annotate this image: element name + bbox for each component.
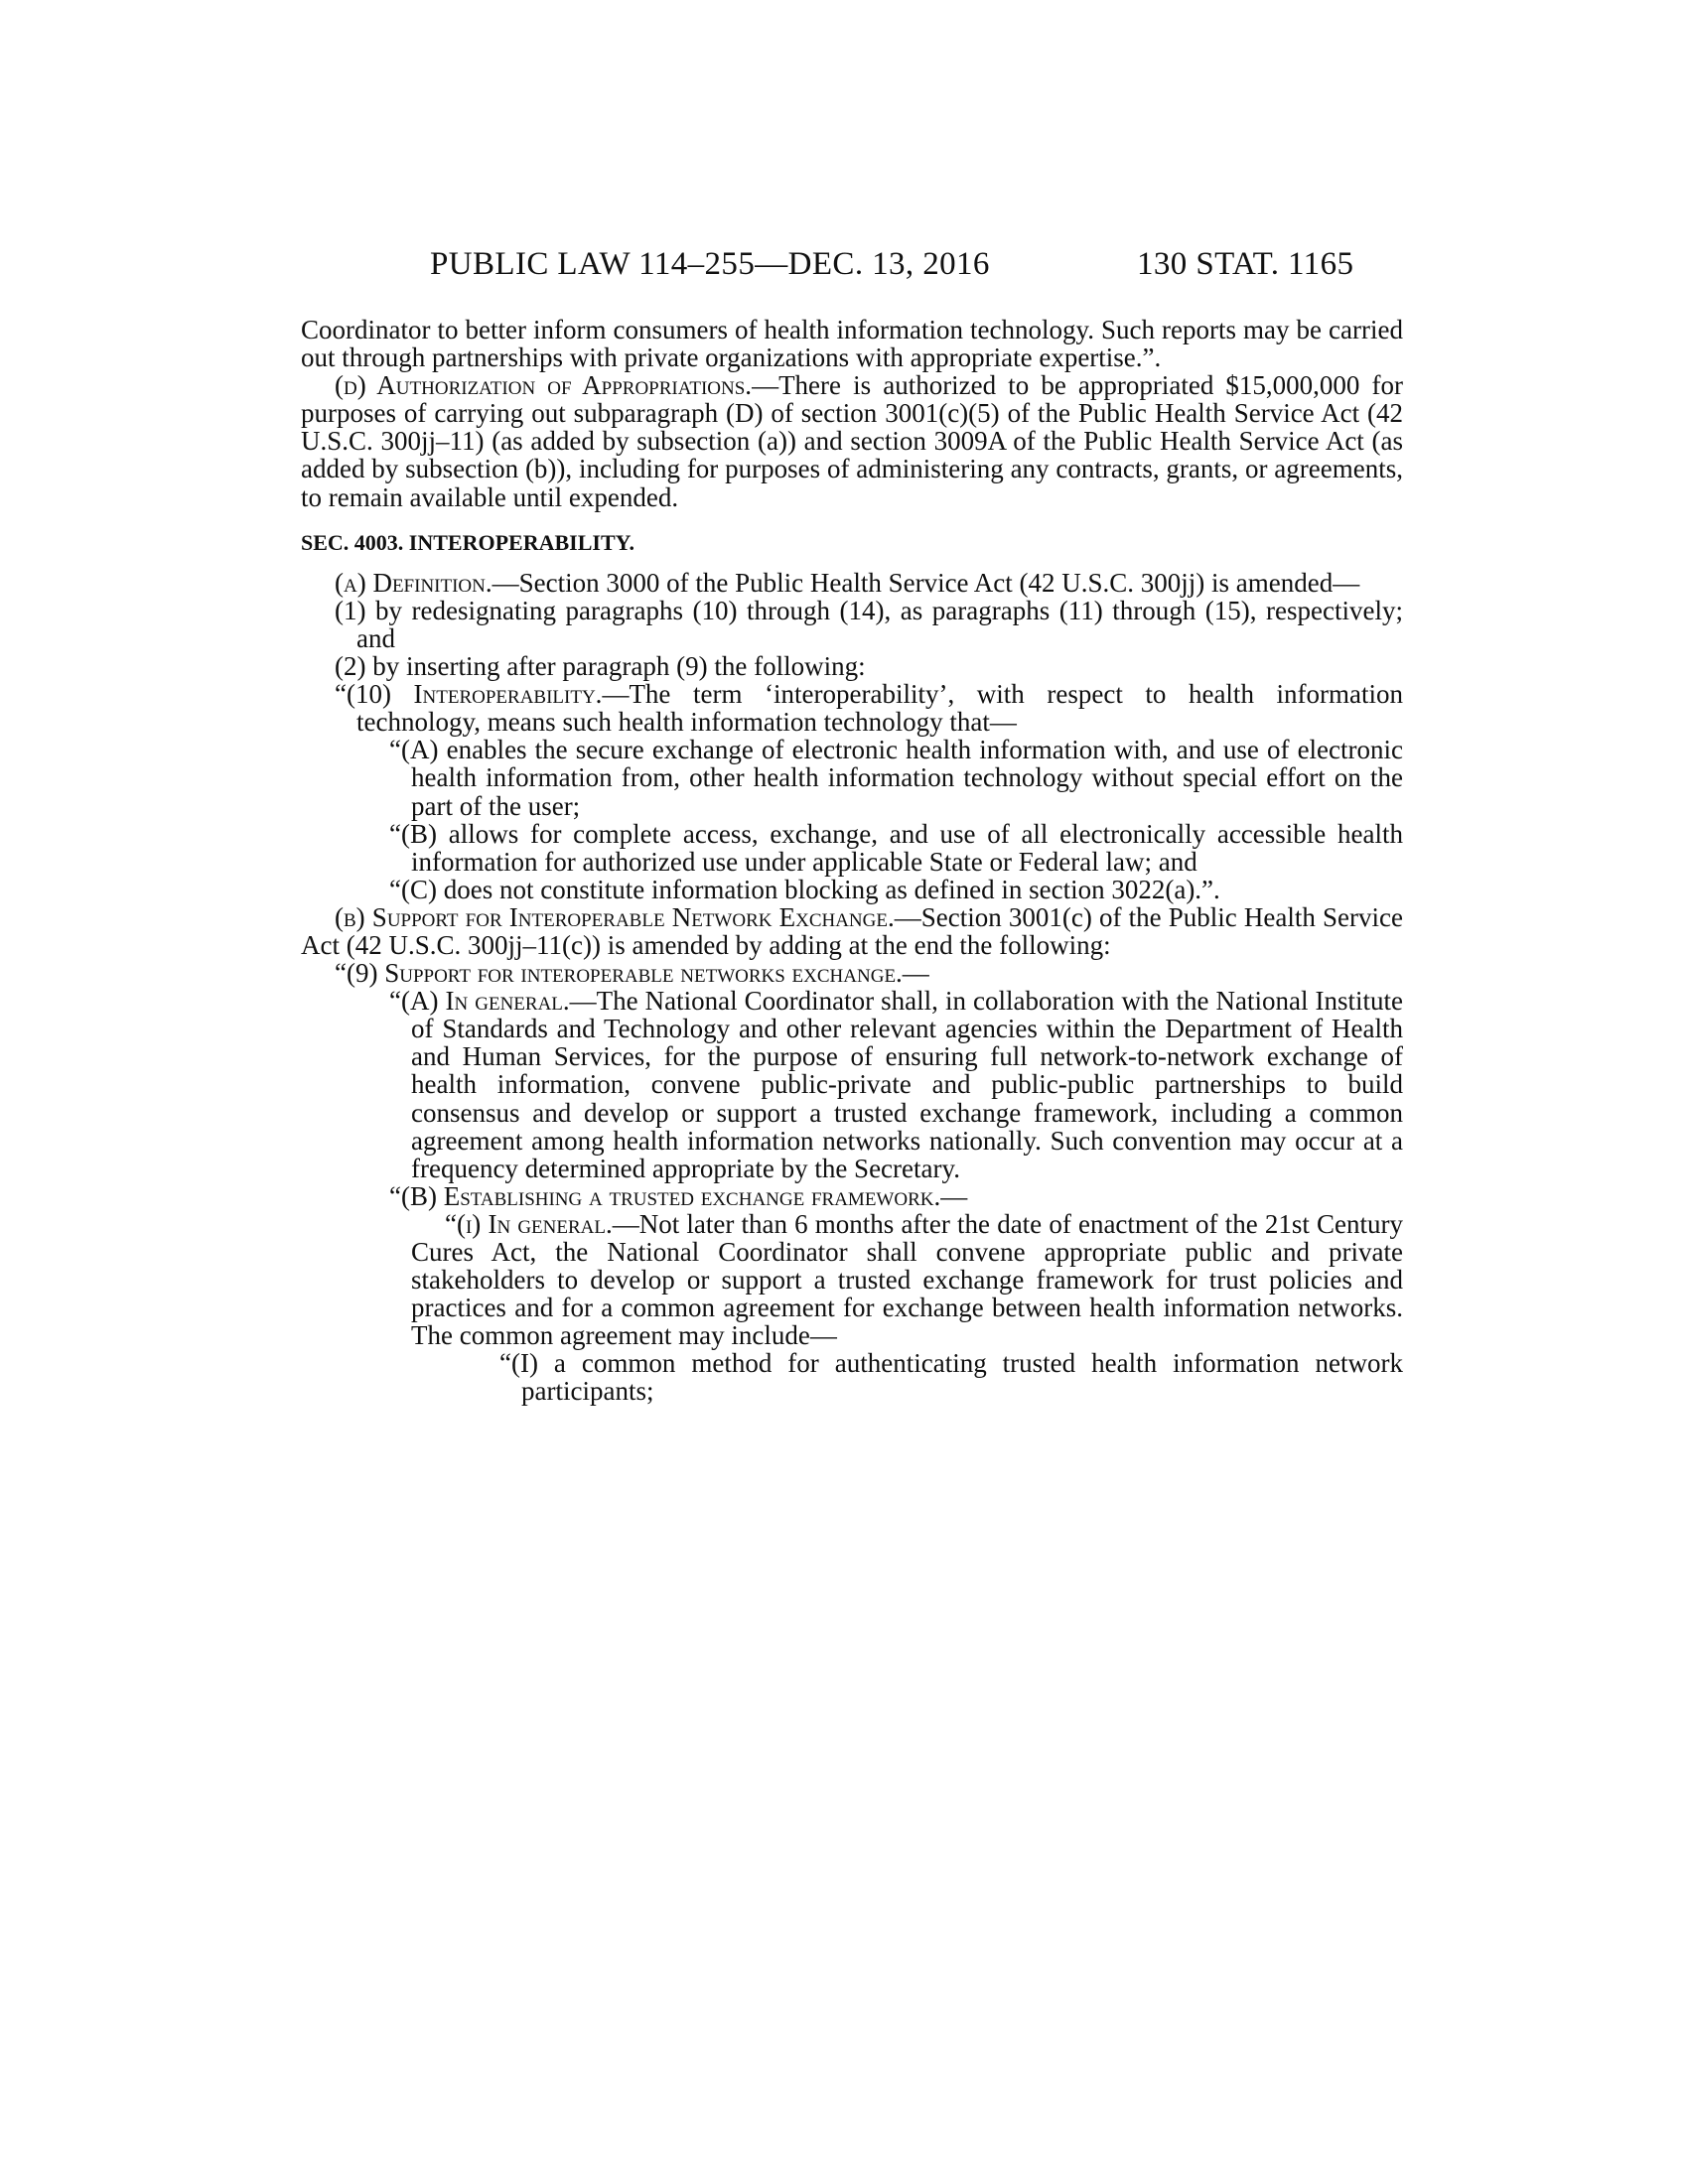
paragraph-support-exchange [301, 903, 1403, 959]
paragraph-heading: (d) Authorization of Appropriations. [335, 370, 753, 401]
paragraph-text: —Section 3001(c) of the Public Health Service Act (42 U.S.C. 300jj–11(c)) is amended by adding at the end the following: [301, 901, 1403, 960]
paragraph-heading: “(10) Interoperability. [335, 679, 603, 710]
paragraph-text: —Not later than 6 months after the date of enactment of the 21st Century Cures Act, the National Coordinator shall convene appropriate public and private stakeholders to develop or support a trusted exchange framework for trust policies and practices and for a common agreement for exchange between health information networks. The common agreement may include— [411, 1208, 1403, 1351]
paragraph-heading: (a) Definition. [335, 567, 492, 598]
paragraph-9-heading: “(9) Support for interoperable networks exchange.— [335, 958, 929, 989]
paragraph-text: —The National Coordinator shall, in collaboration with the National Institute of Standards and Technology and other relevant agencies within the Department of Health and Human Services, for the purpose of ensuring full network-to-network exchange of health information, convene public-private and public-public partnerships to build consensus and develop or support a trusted exchange framework, including a common agreement among health information networks nationally. Such convention may occur at a frequency determined appropriate by the Secretary. [411, 986, 1403, 1183]
list-item-2: (2) by inserting after paragraph (9) the following: [335, 651, 866, 682]
section-heading: SEC. 4003. INTEROPERABILITY. [301, 529, 634, 555]
paragraph-heading: “(A) In general. [389, 986, 570, 1017]
paragraph-heading: “(i) In general. [445, 1208, 613, 1239]
subparagraph-in-general [301, 987, 1403, 1182]
list-item-1: (1) by redesignating paragraphs (10) through (14), as paragraphs (11) through (15), respectively; and [335, 595, 1403, 653]
paragraph-authorization [301, 371, 1403, 510]
subparagraph-a: “(A) enables the secure exchange of electronic health information with, and use of electronic health information from, other health information technology without special effort on the part of the user; [389, 735, 1403, 821]
paragraph-definition [301, 569, 1403, 597]
paragraph-interoperability [301, 680, 1403, 736]
subparagraph-b-heading: “(B) Establishing a trusted exchange framework.— [389, 1180, 968, 1211]
paragraph-text: —The term ‘interoperability’, with respect to health information technology, means such health information technology that— [356, 679, 1403, 738]
paragraph-text: —There is authorized to be appropriated $15,000,000 for purposes of carrying out subparagraph (D) of section 3001(c)(5) of the Public Health Service Act (42 U.S.C. 300jj–11) (as added by subsection (a)) and section 3009A of the Public Health Service Act (as added by subsection (b)), including for purposes of administering any contracts, grants, or agreements, to remain available until expended. [301, 370, 1404, 512]
paragraph-text: —Section 3000 of the Public Health Service Act (42 U.S.C. 300jj) is amended— [492, 567, 1360, 598]
page-citation: 130 STAT. 1165 [1137, 246, 1354, 282]
running-header: PUBLIC LAW 114–255—DEC. 13, 2016 [430, 246, 990, 282]
subclause-i: “(I) a common method for authenticating trusted health information network participants; [499, 1348, 1403, 1407]
document-body [301, 316, 1403, 1406]
subparagraph-c: “(C) does not constitute information blocking as defined in section 3022(a).”. [389, 874, 1220, 904]
paragraph-continuation: Coordinator to better inform consumers of health information technology. Such reports may be carried out through partnerships with private organizations with appropriate expertise.”. [301, 315, 1403, 373]
subparagraph-b: “(B) allows for complete access, exchange, and use of all electronically accessible health information for authorized use under applicable State or Federal law; and [389, 818, 1403, 877]
paragraph-heading: (b) Support for Interoperable Network Exchange. [335, 901, 895, 932]
clause-i [301, 1210, 1403, 1349]
